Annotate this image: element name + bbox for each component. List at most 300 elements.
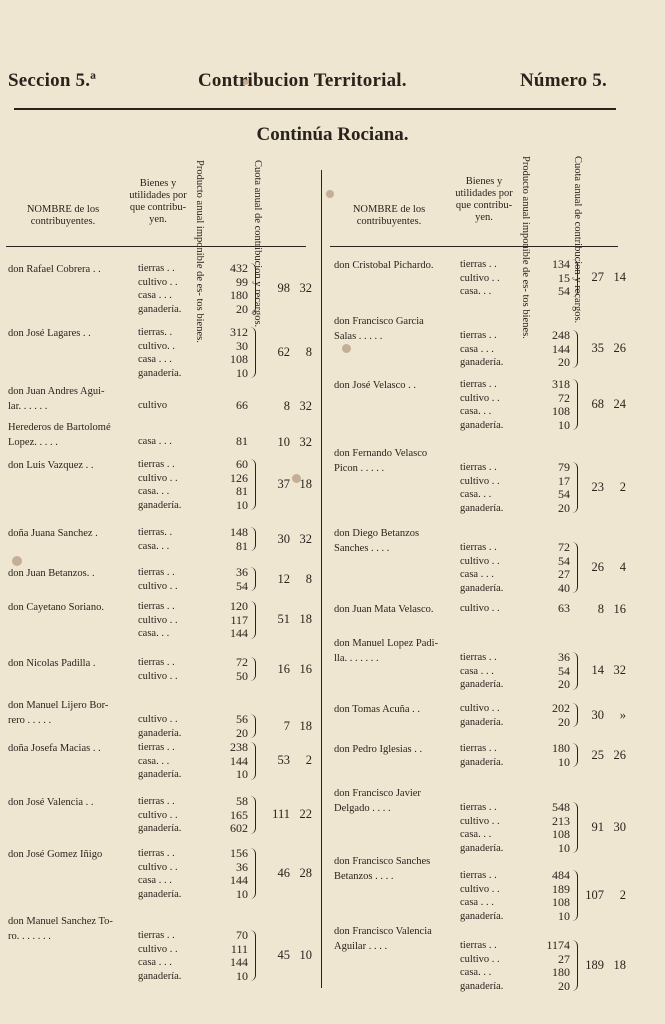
goods-item: tierras . . <box>138 930 175 941</box>
contributor-name <box>334 854 430 884</box>
annual-quota <box>574 480 626 495</box>
product-value: 134 <box>552 257 570 271</box>
product-value: 180 <box>552 965 570 979</box>
goods-list <box>460 939 503 993</box>
goods-list <box>138 795 181 836</box>
grouping-brace <box>250 742 256 780</box>
goods-item: ganadería. <box>460 716 504 728</box>
product-value: 189 <box>552 881 570 896</box>
goods-list <box>460 602 500 616</box>
right-product-header: Producto anual imponible de es- tos bienes. <box>520 156 531 339</box>
goods-list <box>460 258 500 299</box>
product-value: 108 <box>230 352 248 366</box>
name-line: lla. . . . . . . <box>334 653 379 664</box>
left-header-rule <box>6 246 306 247</box>
product-value: 72 <box>558 390 570 405</box>
product-value: 36 <box>236 859 248 874</box>
goods-item: ganadería. <box>460 679 504 690</box>
goods-item: cultivo . . <box>138 670 178 682</box>
product-values <box>208 741 248 782</box>
annual-quota <box>260 345 312 360</box>
contributor-name <box>8 262 101 277</box>
goods-list <box>138 326 181 380</box>
goods-item: cultivo . . <box>460 392 500 404</box>
contributor-name <box>334 378 416 393</box>
name-line: Aguilar . . . . <box>334 941 388 952</box>
annual-quota <box>574 602 626 617</box>
grouping-brace <box>250 567 256 591</box>
goods-item: casa . . . <box>138 875 172 886</box>
quota-fraction: 32 <box>299 435 312 449</box>
quota-amount: 45 <box>277 948 290 962</box>
product-value: 180 <box>552 741 570 755</box>
name-line: don Cristobal Pichardo. <box>334 260 434 271</box>
quota-fraction: 28 <box>299 866 312 880</box>
grouping-brace <box>250 930 256 981</box>
quota-amount: 91 <box>591 820 604 834</box>
goods-item: casa . . . <box>138 354 172 365</box>
name-line: Lopez. . . . . <box>8 437 58 448</box>
product-values <box>530 378 570 432</box>
name-line: Picon . . . . . <box>334 463 385 474</box>
product-values <box>208 847 248 901</box>
product-value: 165 <box>230 807 248 822</box>
quota-amount: 51 <box>277 612 290 627</box>
quota-fraction: 32 <box>299 399 312 413</box>
product-value: 180 <box>230 288 248 302</box>
goods-item: casa . . . <box>460 665 494 677</box>
product-value: 10 <box>236 886 248 901</box>
quota-amount: 62 <box>277 345 290 359</box>
quota-amount: 46 <box>277 866 290 880</box>
product-value: 144 <box>552 341 570 356</box>
goods-item: casa. . . <box>460 489 492 500</box>
quota-amount: 23 <box>591 480 604 494</box>
contributor-name <box>8 458 94 473</box>
goods-list <box>138 656 178 683</box>
goods-item: tierras . . <box>138 263 175 274</box>
product-value: 10 <box>558 908 570 923</box>
annual-quota <box>260 572 312 587</box>
name-line: Betanzos . . . . <box>334 871 394 882</box>
goods-item: tierras. . <box>138 327 173 338</box>
quota-amount: 8 <box>597 602 604 616</box>
contributor-name <box>8 566 95 581</box>
product-value: 58 <box>236 794 248 808</box>
goods-item: tierras . . <box>138 459 175 470</box>
product-value: 72 <box>558 540 570 554</box>
grouping-brace <box>250 657 256 681</box>
quota-amount: 30 <box>277 531 290 546</box>
goods-item: casa . . . <box>138 436 172 447</box>
name-line: don Manuel Lijero Bor- <box>8 700 109 711</box>
product-value: 54 <box>558 284 570 298</box>
product-value: 60 <box>236 457 248 471</box>
quota-fraction: 18 <box>613 958 626 972</box>
goods-list <box>138 600 178 641</box>
goods-item: casa. . . <box>138 628 170 639</box>
goods-list <box>460 801 503 855</box>
annual-quota <box>260 866 312 881</box>
product-value: 10 <box>236 767 248 781</box>
grouping-brace <box>250 527 256 551</box>
product-value: 36 <box>236 565 248 579</box>
product-value: 10 <box>236 365 248 380</box>
annual-quota <box>574 560 626 575</box>
quota-fraction: 10 <box>299 948 312 962</box>
goods-item: cultivo . . <box>460 272 500 284</box>
product-value: 20 <box>558 500 570 515</box>
name-line: don Rafael Cobrera . . <box>8 264 101 275</box>
name-line: don Francisco Javier <box>334 788 421 799</box>
contributor-name <box>334 258 433 273</box>
name-line: don José Lagares . . <box>8 328 91 339</box>
contributor-name <box>8 741 101 756</box>
product-value: 108 <box>552 895 570 909</box>
goods-item: cultivo . . <box>138 614 178 626</box>
quota-fraction: 18 <box>299 718 312 733</box>
goods-item: cultivo . . <box>138 714 178 725</box>
annual-quota <box>574 663 626 678</box>
goods-list <box>460 378 503 432</box>
name-line: Herederos de Bartolomé <box>8 422 111 433</box>
product-values <box>208 526 248 553</box>
product-value: 66 <box>236 398 248 412</box>
ink-stain <box>242 78 249 85</box>
product-value: 602 <box>230 821 248 835</box>
goods-item: cultivo . . <box>460 555 500 567</box>
ink-stain <box>292 474 301 483</box>
product-value: 20 <box>236 301 248 316</box>
contributor-name <box>334 526 419 556</box>
product-value: 484 <box>552 868 570 882</box>
name-line: Delgado . . . . <box>334 803 391 814</box>
quota-amount: 189 <box>585 958 604 972</box>
product-value: 20 <box>558 714 570 729</box>
goods-item: ganadería. <box>460 980 504 992</box>
quota-fraction: 26 <box>613 341 626 356</box>
quota-amount: 35 <box>591 341 604 356</box>
contributor-name <box>334 924 432 954</box>
goods-item: tierras . . <box>460 259 497 270</box>
left-goods-header: Bienes y utilidades por que contribu- yen. <box>129 178 187 225</box>
grouping-brace <box>250 263 256 314</box>
name-line: doña Juana Sanchez . <box>8 528 98 539</box>
product-value: 72 <box>236 655 248 669</box>
product-value: 63 <box>558 601 570 615</box>
goods-list <box>138 741 181 782</box>
name-line: don José Valencia . . <box>8 797 94 808</box>
contributor-name <box>8 795 94 810</box>
product-value: 312 <box>230 325 248 339</box>
product-values <box>530 651 570 692</box>
goods-list <box>460 742 503 769</box>
annual-quota <box>260 435 312 450</box>
quota-fraction: 16 <box>613 602 626 616</box>
product-value: 548 <box>552 800 570 814</box>
quota-fraction: 16 <box>299 661 312 676</box>
name-line: Salas . . . . . <box>334 331 383 342</box>
product-values <box>208 326 248 380</box>
goods-item: casa. . . <box>460 406 492 417</box>
quota-amount: 98 <box>277 281 290 295</box>
annual-quota <box>260 662 312 677</box>
quota-amount: 111 <box>272 807 290 822</box>
product-value: 148 <box>230 525 248 539</box>
goods-item: casa . . . <box>460 897 494 908</box>
name-line: don José Gomez Iñigo <box>8 849 103 860</box>
goods-item: cultivo . . <box>460 953 500 965</box>
product-values <box>530 602 570 616</box>
goods-item: casa . . . <box>138 957 172 968</box>
product-value: 318 <box>552 377 570 391</box>
ink-stain <box>12 556 22 566</box>
goods-item: ganadería. <box>138 769 182 780</box>
name-line: ro. . . . . . . <box>8 931 51 942</box>
contributor-name <box>334 786 421 816</box>
product-value: 108 <box>552 404 570 418</box>
goods-item: ganadería. <box>460 357 504 368</box>
name-line: don Diego Betanzos <box>334 528 420 539</box>
product-value: 20 <box>558 355 570 369</box>
goods-item: ganadería. <box>138 823 182 834</box>
annual-quota <box>574 270 626 285</box>
contributor-name <box>8 914 113 944</box>
quota-fraction: 18 <box>299 612 312 627</box>
grouping-brace <box>250 848 256 899</box>
section-label: Seccion 5.ª <box>8 70 97 91</box>
goods-item: ganadería. <box>138 970 182 982</box>
goods-item: cultivo . . <box>460 703 500 714</box>
name-line: don Cayetano Soriano. <box>8 602 104 613</box>
goods-item: tierras . . <box>460 330 497 341</box>
product-value: 54 <box>558 663 570 678</box>
goods-item: tierras . . <box>138 796 175 807</box>
goods-list <box>460 702 503 729</box>
right-name-header: NOMBRE de los contribuyentes. <box>352 204 426 227</box>
goods-item: ganadería. <box>138 727 182 739</box>
contributor-name <box>8 326 91 341</box>
name-line: don Juan Andres Agui- <box>8 386 105 397</box>
goods-item: ganadería. <box>460 419 504 431</box>
quota-amount: 26 <box>591 560 604 574</box>
goods-item: tierras . . <box>460 652 497 663</box>
product-value: 27 <box>558 951 570 966</box>
goods-item: cultivo . . <box>138 861 178 873</box>
goods-item: cultivo . . <box>138 809 178 821</box>
product-value: 10 <box>558 754 570 769</box>
goods-item: tierras . . <box>138 601 175 612</box>
left-quota-header: Cuota anual de contribucion y recargos. <box>252 160 263 328</box>
product-values <box>208 566 248 593</box>
product-value: 108 <box>552 827 570 841</box>
subtitle: Continúa Rociana. <box>256 124 409 145</box>
goods-list <box>138 435 172 449</box>
goods-item: casa. . . <box>138 486 170 497</box>
grouping-brace <box>250 459 256 510</box>
goods-item: cultivo . . <box>460 883 500 895</box>
quota-amount: 30 <box>591 707 604 722</box>
goods-item: tierras . . <box>460 802 497 813</box>
product-value: 10 <box>558 417 570 432</box>
annual-quota <box>260 612 312 627</box>
quota-amount: 14 <box>591 663 604 678</box>
name-line: doña Josefa Macias . . <box>8 743 101 754</box>
product-value: 30 <box>236 338 248 353</box>
product-value: 1174 <box>546 938 570 952</box>
quota-fraction: 24 <box>613 397 626 411</box>
goods-item: tierras . . <box>460 462 497 473</box>
product-values <box>530 869 570 923</box>
quota-fraction: 30 <box>613 820 626 834</box>
annual-quota <box>260 753 312 768</box>
product-value: 15 <box>558 270 570 285</box>
goods-item: casa. . . <box>138 755 170 767</box>
quota-fraction: 22 <box>299 807 312 822</box>
product-values <box>530 801 570 855</box>
name-line: don Francisco Garcia <box>334 316 424 327</box>
name-line: lar. . . . . . <box>8 401 48 412</box>
name-line: don Francisco Valencia <box>334 926 432 937</box>
quota-fraction: 8 <box>305 345 312 359</box>
product-value: 238 <box>230 740 248 754</box>
right-header-rule <box>330 246 618 247</box>
goods-item: ganadería. <box>460 502 504 514</box>
product-values <box>208 713 248 740</box>
contributor-name <box>334 636 438 666</box>
name-line: don Luis Vazquez . . <box>8 460 94 471</box>
left-product-header: Producto anual imponible de es- tos bienes. <box>194 160 205 343</box>
goods-list <box>138 566 178 593</box>
goods-item: casa . . . <box>460 343 494 355</box>
product-values <box>208 656 248 683</box>
goods-item: tierras . . <box>460 743 497 754</box>
quota-fraction: 2 <box>619 480 626 494</box>
quota-fraction: 2 <box>619 888 626 902</box>
contributor-name <box>334 742 422 757</box>
product-value: 144 <box>230 753 248 768</box>
annual-quota <box>574 341 626 356</box>
product-value: 432 <box>230 261 248 275</box>
product-value: 17 <box>558 473 570 488</box>
product-value: 20 <box>558 677 570 691</box>
goods-list <box>460 329 503 370</box>
quota-amount: 8 <box>283 399 290 413</box>
goods-item: casa. . . <box>138 540 170 552</box>
goods-item: ganadería. <box>138 367 182 379</box>
annual-quota <box>574 888 626 903</box>
goods-item: ganadería. <box>138 888 182 900</box>
goods-item: tierras . . <box>460 870 497 881</box>
product-values <box>208 262 248 316</box>
goods-list <box>460 541 503 595</box>
product-values <box>530 329 570 370</box>
annual-quota <box>574 748 626 763</box>
goods-item: tierras. . <box>138 527 173 538</box>
goods-item: cultivo . . <box>460 603 500 614</box>
product-values <box>530 742 570 769</box>
name-line: don Juan Betanzos. . <box>8 568 95 579</box>
right-quota-header: Cuota anual de contribucion y recargos. <box>572 156 583 324</box>
goods-item: ganadería. <box>460 910 504 922</box>
product-values <box>208 929 248 983</box>
contributor-name <box>8 420 111 450</box>
contributor-name <box>334 446 427 476</box>
quota-amount: 37 <box>277 477 290 491</box>
right-goods-header: Bienes y utilidades por que contribu- yen. <box>455 176 513 223</box>
annual-quota <box>260 532 312 547</box>
product-value: 54 <box>236 578 248 593</box>
product-values <box>208 795 248 836</box>
goods-item: tierras . . <box>138 567 175 578</box>
page-number: Número 5. <box>520 70 607 91</box>
name-line: don Fernando Velasco <box>334 448 428 459</box>
quota-amount: 25 <box>591 747 604 762</box>
product-values <box>208 399 248 413</box>
product-values <box>208 600 248 641</box>
contributor-name <box>8 698 108 728</box>
product-value: 81 <box>236 484 248 498</box>
goods-item: cultivo . . <box>138 276 178 288</box>
quota-amount: 10 <box>277 435 290 449</box>
grouping-brace <box>250 601 256 639</box>
contributor-name <box>334 314 424 344</box>
annual-quota <box>260 399 312 414</box>
goods-item: cultivo . . <box>138 580 178 592</box>
goods-item: tierras . . <box>460 542 497 553</box>
goods-item: cultivo <box>138 400 168 411</box>
product-value: 54 <box>558 487 570 501</box>
quota-fraction: 32 <box>613 663 626 678</box>
goods-list <box>138 399 167 413</box>
document-title: Contribucion Territorial. <box>198 70 407 91</box>
grouping-brace <box>250 714 256 738</box>
goods-list <box>138 526 172 553</box>
annual-quota <box>260 719 312 734</box>
goods-item: cultivo . . <box>460 475 500 487</box>
ink-stain <box>342 344 351 353</box>
product-value: 213 <box>552 813 570 828</box>
annual-quota <box>574 958 626 973</box>
goods-item: tierras . . <box>138 657 175 668</box>
annual-quota <box>574 708 626 723</box>
goods-item: tierras . . <box>138 742 175 753</box>
goods-list <box>138 929 181 983</box>
annual-quota <box>260 948 312 963</box>
product-value: 50 <box>236 668 248 683</box>
product-value: 99 <box>236 274 248 289</box>
goods-item: ganadería. <box>138 303 182 315</box>
product-value: 20 <box>558 978 570 993</box>
product-value: 156 <box>230 846 248 860</box>
quota-amount: 12 <box>277 571 290 586</box>
quota-fraction: 32 <box>299 281 312 295</box>
goods-item: ganadería. <box>460 756 504 768</box>
product-value: 81 <box>236 538 248 553</box>
goods-item: tierras . . <box>460 940 497 951</box>
annual-quota <box>574 397 626 412</box>
goods-item: casa. . . <box>460 829 492 840</box>
product-value: 10 <box>558 840 570 855</box>
quota-amount: 107 <box>585 888 604 902</box>
goods-item: ganadería. <box>460 582 504 594</box>
quota-fraction: 32 <box>299 531 312 546</box>
product-value: 10 <box>236 968 248 983</box>
goods-item: tierras . . <box>138 848 175 859</box>
quota-fraction: 14 <box>613 270 626 285</box>
quota-amount: 27 <box>591 270 604 285</box>
goods-item: cultivo. . <box>138 340 176 352</box>
